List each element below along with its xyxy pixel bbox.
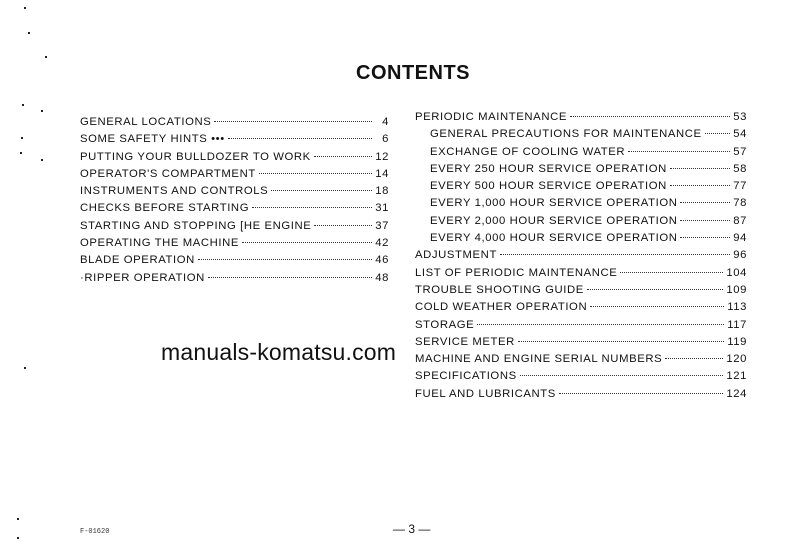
toc-entry (80, 202, 389, 219)
toc-entry (415, 301, 747, 318)
toc-entry-label: OPERATOR'S COMPARTMENT (80, 167, 256, 180)
toc-entry-label: PUTTING YOUR BULLDOZER TO WORK (80, 150, 311, 163)
toc-entry-page: 78 (733, 197, 747, 210)
footer-code: F-01620 (80, 528, 110, 536)
toc-entry-page: 77 (733, 180, 747, 193)
dot-leader (228, 138, 372, 139)
toc-entry-page: 6 (382, 133, 389, 146)
toc-entry-page: 96 (733, 249, 747, 262)
toc-entry-page: 124 (726, 387, 747, 400)
dot-leader (705, 133, 730, 134)
toc-entry-label: FUEL AND LUBRICANTS (415, 387, 556, 400)
toc-entry-label: ADJUSTMENT (415, 249, 497, 262)
toc-entry (80, 272, 389, 289)
toc-entry (415, 319, 747, 336)
toc-entry-page: 109 (726, 283, 747, 296)
toc-entry (415, 180, 747, 197)
toc-entry-page: 121 (726, 370, 747, 383)
dot-leader (670, 185, 730, 186)
dot-leader (252, 207, 372, 208)
toc-entry-label: STARTING AND STOPPING [HE ENGINE (80, 219, 312, 232)
toc-entry (415, 215, 747, 232)
scan-speck (45, 56, 47, 58)
scan-speck (22, 104, 24, 106)
toc-entry-page: 31 (375, 202, 389, 215)
toc-entry-label: OPERATING THE MACHINE (80, 237, 240, 250)
toc-entry (415, 353, 747, 370)
toc-entry-label: EVERY 2,000 HOUR SERVICE OPERATION (430, 214, 678, 227)
dot-leader (680, 202, 730, 203)
dot-leader (214, 121, 372, 122)
toc-entry-page: 12 (375, 150, 389, 163)
dot-leader (628, 151, 730, 152)
toc-entry-page: 120 (726, 353, 747, 366)
dot-leader (570, 116, 730, 117)
dot-leader (559, 393, 723, 394)
watermark-text: manuals-komatsu.com (161, 339, 397, 365)
toc-entry-page: 37 (375, 219, 389, 232)
scan-speck (41, 110, 43, 112)
toc-entry-page: 42 (375, 237, 389, 250)
toc-entry-page: 94 (733, 232, 747, 245)
toc-entry (80, 151, 389, 168)
scan-speck (24, 7, 26, 9)
toc-entry-label: PERIODIC MAINTENANCE (415, 111, 567, 123)
toc-entry-label: SOME SAFETY HINTS ••• (80, 133, 225, 146)
toc-entry-label: EXCHANGE OF COOLING WATER (430, 145, 626, 158)
toc-left-column (80, 116, 389, 289)
toc-entry-label: INSTRUMENTS AND CONTROLS (80, 185, 269, 198)
toc-entry-page: 57 (733, 145, 747, 158)
dot-leader (314, 225, 372, 226)
toc-entry-page: 104 (726, 266, 747, 279)
dot-leader (500, 254, 730, 255)
toc-entry-page: 113 (727, 301, 747, 314)
toc-entry (415, 197, 747, 214)
toc-entry (415, 128, 747, 145)
toc-entry-label: COLD WEATHER OPERATION (415, 301, 588, 314)
scan-speck (28, 32, 30, 34)
dot-leader (680, 237, 730, 238)
scan-speck (17, 518, 19, 520)
toc-entry-page: 117 (727, 318, 747, 331)
toc-entry (80, 185, 389, 202)
toc-entry-page: 48 (375, 271, 389, 284)
toc-entry (415, 163, 747, 180)
page-number: — 3 — (393, 522, 431, 536)
toc-entry (80, 133, 389, 150)
toc-entry-label: SERVICE METER (415, 335, 515, 348)
dot-leader (680, 220, 730, 221)
toc-entry (415, 146, 747, 163)
toc-entry-page: 87 (733, 214, 747, 227)
toc-entry-label: STORAGE (415, 318, 475, 331)
page-title: CONTENTS (356, 62, 470, 84)
dot-leader (665, 358, 723, 359)
dot-leader (620, 272, 723, 273)
dot-leader (590, 306, 724, 307)
dot-leader (242, 242, 372, 243)
dot-leader (670, 168, 730, 169)
toc-entry-label: TROUBLE SHOOTING GUIDE (415, 283, 584, 296)
toc-entry-page: 46 (375, 254, 389, 267)
toc-entry (415, 370, 747, 387)
dot-leader (518, 341, 724, 342)
scan-speck (20, 152, 22, 154)
toc-entry-label: EVERY 1,000 HOUR SERVICE OPERATION (430, 197, 678, 210)
toc-entry (80, 254, 389, 271)
dot-leader (208, 277, 372, 278)
toc-entry (415, 267, 747, 284)
toc-entry-label: LIST OF PERIODIC MAINTENANCE (415, 266, 618, 279)
dot-leader (587, 289, 723, 290)
toc-entry-page: 18 (375, 185, 389, 198)
toc-entry (415, 388, 747, 405)
toc-entry (415, 336, 747, 353)
toc-entry-label: GENERAL PRECAUTIONS FOR MAINTENANCE (430, 128, 702, 141)
scan-speck (41, 159, 43, 161)
toc-entry-label: SPECIFICATIONS (415, 370, 517, 383)
toc-entry-label: CHECKS BEFORE STARTING (80, 202, 250, 215)
toc-entry (80, 116, 389, 133)
scan-speck (21, 137, 23, 139)
scan-speck (17, 537, 19, 539)
dot-leader (314, 156, 372, 157)
toc-entry-label: MACHINE AND ENGINE SERIAL NUMBERS (415, 353, 663, 366)
toc-entry-page: 53 (733, 111, 747, 123)
toc-entry-label: BLADE OPERATION (80, 254, 195, 267)
dot-leader (520, 375, 724, 376)
toc-entry-page: 54 (733, 128, 747, 141)
toc-entry (415, 249, 747, 266)
toc-right-column (415, 111, 747, 405)
toc-entry (415, 111, 747, 128)
toc-entry-label: EVERY 250 HOUR SERVICE OPERATION (430, 162, 667, 175)
dot-leader (477, 324, 724, 325)
toc-entry-label: ·RIPPER OPERATION (80, 271, 205, 284)
dot-leader (271, 190, 372, 191)
toc-entry (80, 220, 389, 237)
toc-entry-page: 119 (727, 335, 747, 348)
toc-entry-label: GENERAL LOCATIONS (80, 116, 212, 128)
toc-entry-label: EVERY 4,000 HOUR SERVICE OPERATION (430, 232, 678, 245)
toc-entry-page: 58 (733, 162, 747, 175)
toc-entry-page: 14 (375, 167, 389, 180)
toc-entry (80, 168, 389, 185)
dot-leader (198, 259, 372, 260)
toc-entry-label: EVERY 500 HOUR SERVICE OPERATION (430, 180, 667, 193)
scan-speck (24, 367, 26, 369)
toc-entry (80, 237, 389, 254)
toc-entry (415, 284, 747, 301)
dot-leader (259, 173, 372, 174)
toc-entry-page: 4 (382, 116, 389, 128)
toc-entry (415, 232, 747, 249)
